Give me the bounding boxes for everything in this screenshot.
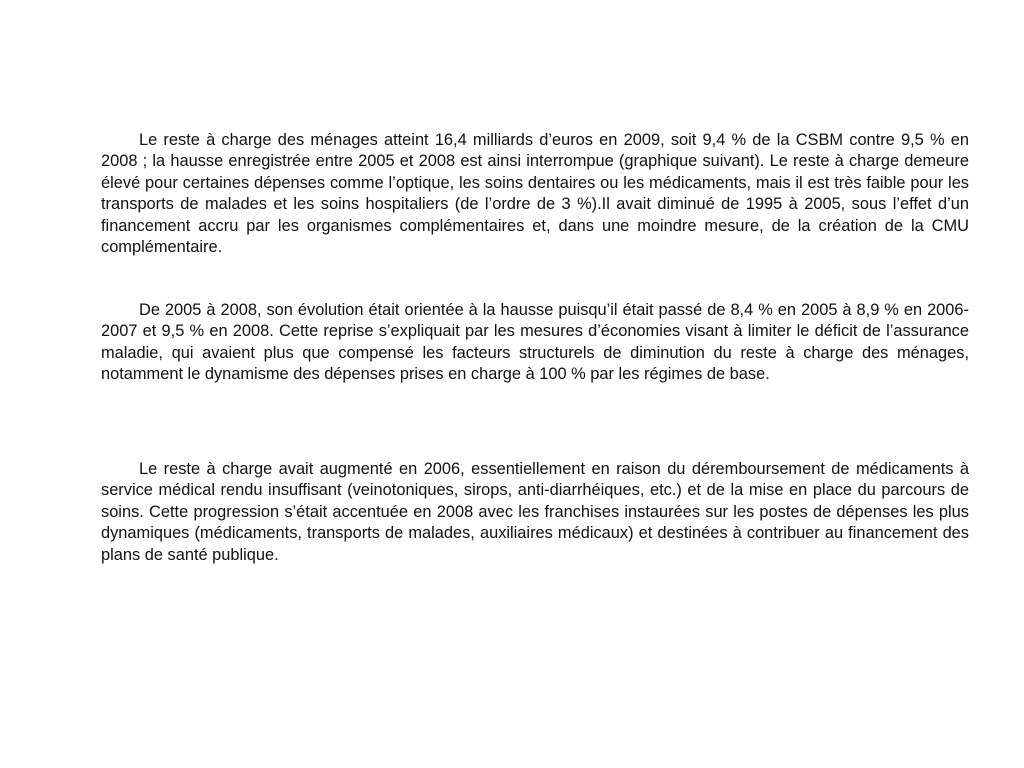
paragraph-hausse-2006: Le reste à charge avait augmenté en 2006, essentiellement en raison du déremboursement de médicaments à service médical rendu insuffisant (veinotoniques, sirops, anti-diarrhéiques, etc.) et de la mise en place du parcours de soins. Cette progression s’était accentuée en 2008 avec les franchises instaurées sur les postes de dépenses les plus dynamiques (médicaments, transports de malades, auxiliaires médicaux) et destinées à contribuer au financement des plans de santé publique. — [101, 460, 969, 564]
paragraph-reste-a-charge-2009: Le reste à charge des ménages atteint 16,4 milliards d’euros en 2009, soit 9,4 % de la CSBM contre 9,5 % en 2008 ; la hausse enregistrée entre 2005 et 2008 est ainsi interrompue (graphique suivant). Le reste à charge demeure élevé pour certaines dépenses comme l’optique, les soins dentaires ou les médicaments, mais il est très faible pour les transports de malades et les soins hospitaliers (de l’ordre de 3 %).Il avait diminué de 1995 à 2005, sous l’effet d’un financement accru par les organismes complémentaires et, dans une moindre mesure, de la création de la CMU complémentaire. — [101, 131, 969, 257]
paragraph-evolution-2005-2008: De 2005 à 2008, son évolution était orientée à la hausse puisqu’il était passé de 8,4 % en 2005 à 8,9 % en 2006-2007 et 9,5 % en 2008. Cette reprise s’expliquait par les mesures d’économies visant à limiter le déficit de l’assurance maladie, qui avaient plus que compensé les facteurs structurels de diminution du reste à charge des ménages, notamment le dynamisme des dépenses prises en charge à 100 % par les régimes de base. — [101, 301, 969, 384]
